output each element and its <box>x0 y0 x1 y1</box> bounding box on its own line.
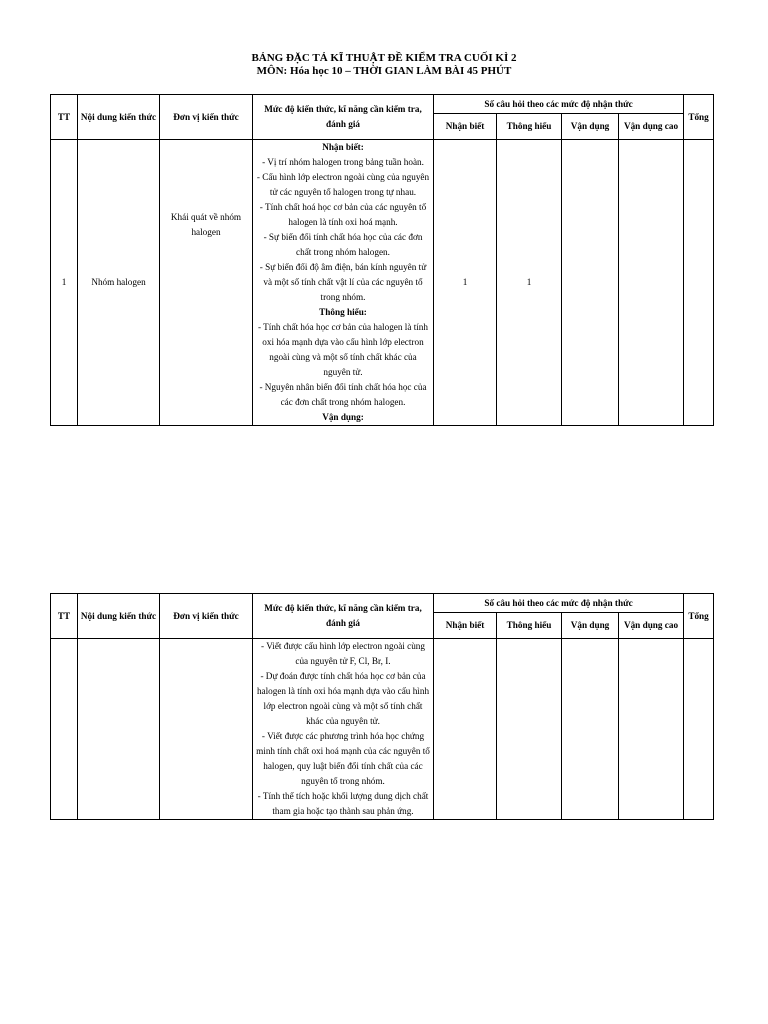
header-question-count: Số câu hỏi theo các mức độ nhận thức <box>434 95 684 114</box>
document-title: BẢNG ĐẶC TẢ KĨ THUẬT ĐỀ KIỂM TRA CUỐI KÌ 2 <box>251 52 517 64</box>
list-item: - Tính chất hóa học cơ bản của halogen là tính oxi hóa mạnh dựa vào cấu hình lớp electron ngoài cùng và một số tính chất khác của nguyên tử. <box>257 322 428 377</box>
header-level-application: Vận dụng <box>562 613 619 639</box>
count-recognition: 1 <box>434 140 497 426</box>
list-item: - Vị trí nhóm halogen trong bảng tuần hoàn. <box>262 157 424 167</box>
table-row <box>51 140 714 426</box>
row-tt-empty <box>51 639 78 820</box>
row-unit: Khái quát về nhóm halogen <box>160 140 253 426</box>
count-application <box>562 140 619 426</box>
header-total: Tổng <box>684 594 714 639</box>
row-tt: 1 <box>51 140 78 426</box>
list-item: - Dự đoán được tính chất hóa học cơ bản của halogen là tính oxi hóa mạnh dựa vào cấu hình lớp electron ngoài cùng và một số tính chất khác của nguyên tử. <box>256 671 430 726</box>
list-item: - Tính chất hoá học cơ bản của các nguyên tố halogen là tính oxi hoá mạnh. <box>259 202 427 227</box>
header-tt: TT <box>51 95 78 140</box>
header-knowledge-unit: Đơn vị kiến thức <box>160 594 253 639</box>
list-item: - Tính thể tích hoặc khối lượng dung dịch chất tham gia hoặc tạo thành sau phản ứng. <box>257 791 429 816</box>
header-level-comprehension: Thông hiểu <box>497 114 562 140</box>
header-knowledge-unit: Đơn vị kiến thức <box>160 95 253 140</box>
list-item: - Cấu hình lớp electron ngoài cùng của nguyên tử các nguyên tố halogen trong tự nhau. <box>256 172 430 197</box>
count-comprehension: 1 <box>497 140 562 426</box>
header-skill-level: Mức độ kiến thức, kĩ năng cần kiểm tra, đánh giá <box>253 594 434 639</box>
header-level-application: Vận dụng <box>562 114 619 140</box>
count-total <box>684 140 714 426</box>
header-level-comprehension: Thông hiểu <box>497 613 562 639</box>
count-comprehension-empty <box>497 639 562 820</box>
header-tt: TT <box>51 594 78 639</box>
row-skill-content <box>253 140 434 426</box>
count-recognition-empty <box>434 639 497 820</box>
header-skill-level: Mức độ kiến thức, kĩ năng cần kiểm tra, đánh giá <box>253 95 434 140</box>
count-application-empty <box>562 639 619 820</box>
spec-table-page-2 <box>50 593 714 820</box>
document-subtitle: MÔN: Hóa học 10 – THỜI GIAN LÀM BÀI 45 PHÚT <box>256 65 512 77</box>
application-title: Vận dụng: <box>322 412 364 422</box>
row-skill-content <box>253 639 434 820</box>
list-item: - Sự biến đổi độ âm điện, bán kính nguyên tử và một số tính chất vật lí của các nguyên tố trong nhóm. <box>259 262 427 302</box>
header-total: Tổng <box>684 95 714 140</box>
header-level-recognition: Nhận biết <box>434 114 497 140</box>
recognition-title: Nhận biết: <box>322 142 364 152</box>
list-item: - Nguyên nhân biến đổi tính chất hóa học của các đơn chất trong nhóm halogen. <box>259 382 427 407</box>
header-level-recognition: Nhận biết <box>434 613 497 639</box>
count-advanced-application <box>619 140 684 426</box>
row-unit-empty <box>160 639 253 820</box>
header-level-advanced-application: Vận dụng cao <box>619 613 684 639</box>
list-item: - Viết được cấu hình lớp electron ngoài cùng của nguyên tử F, Cl, Br, I. <box>261 641 425 666</box>
count-advanced-application-empty <box>619 639 684 820</box>
count-total-empty <box>684 639 714 820</box>
list-item: - Sự biến đổi tính chất hóa học của các đơn chất trong nhóm halogen. <box>263 232 423 257</box>
table-row <box>51 639 714 820</box>
row-topic-empty <box>78 639 160 820</box>
header-question-count: Số câu hỏi theo các mức độ nhận thức <box>434 594 684 613</box>
header-level-advanced-application: Vận dụng cao <box>619 114 684 140</box>
header-content-topic: Nội dung kiến thức <box>78 95 160 140</box>
list-item: - Viết được các phương trình hóa học chứng minh tính chất oxi hoá mạnh của các nguyên tố halogen, quy luật biến đổi tính chất của các nguyên tố trong nhóm. <box>256 731 430 786</box>
row-topic: Nhóm halogen <box>78 140 160 426</box>
header-content-topic: Nội dung kiến thức <box>78 594 160 639</box>
document-title-block <box>0 52 768 78</box>
comprehension-title: Thông hiểu: <box>319 307 367 317</box>
spec-table-page-1 <box>50 94 714 426</box>
